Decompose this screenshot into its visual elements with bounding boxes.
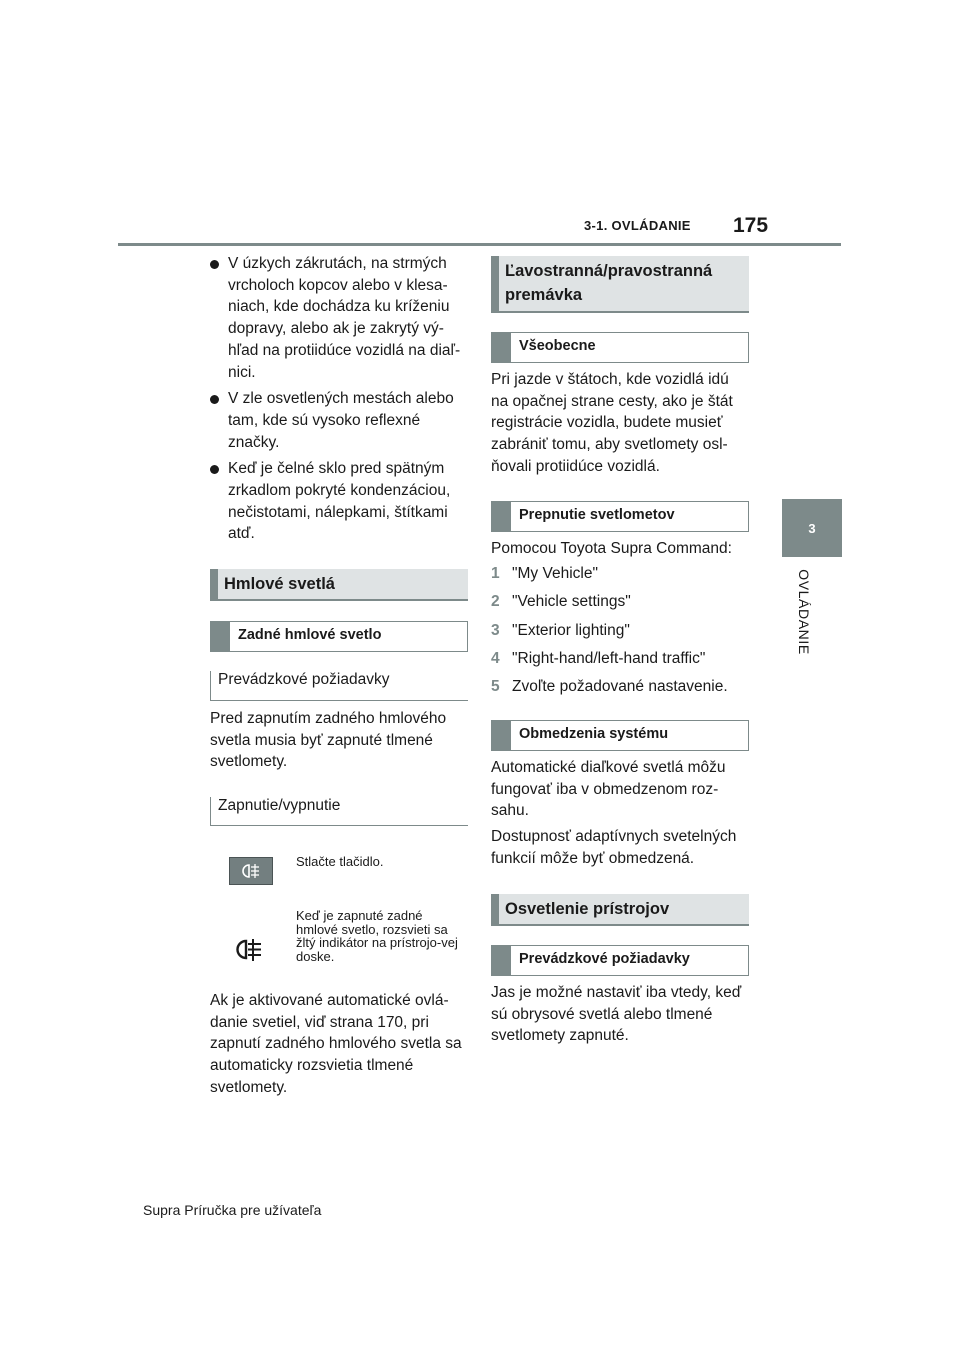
step-text: "My Vehicle" [512, 565, 598, 582]
step-text: "Vehicle settings" [512, 593, 631, 611]
list-item [491, 591, 749, 613]
general-paragraph: Pri jazde v štátoch, kde vozidlá idú na opačnej strane cesty, ako je štát registrácie vozidla, budete musieť zabrániť tomu, aby svetlomety osl-ňovali protiidúce vozidlá. [491, 371, 733, 475]
chapter-tab [782, 499, 842, 557]
step-text: Zvoľte požadované nastavenie. [512, 678, 728, 696]
bullet-icon [210, 260, 219, 269]
subheading-text: Zadné hmlové svetlo [238, 627, 382, 643]
step-number: 3 [491, 621, 500, 639]
step-number: 1 [491, 565, 500, 582]
subsubheading-text: Zapnutie/vypnutie [218, 797, 341, 814]
heading-text: Osvetlenie prístrojov [505, 900, 670, 918]
bullet-text: Keď je čelné sklo pred spätným zrkadlom pokryté kondenzáciou, nečistotami, nálepkami, štítkami atď. [228, 460, 451, 543]
subsubheading-on-off [210, 797, 468, 826]
limits-paragraph-2: Dostupnosť adaptívnych svetelných funkcií môže byť obmedzená. [491, 828, 737, 867]
bullet-list [210, 253, 468, 545]
subheading-text: Prepnutie svetlometov [519, 507, 675, 523]
list-item [491, 563, 749, 585]
list-item [210, 388, 468, 453]
header-divider [118, 243, 841, 246]
limits-paragraph-1: Automatické diaľkové svetlá môžu fungovať iba v obmedzenom roz-sahu. [491, 759, 726, 820]
button-caption: Stlačte tlačidlo. [296, 854, 384, 869]
switch-intro: Pomocou Toyota Supra Command: [491, 540, 732, 557]
subheading-text: Všeobecne [519, 338, 596, 354]
bullet-icon [210, 395, 219, 404]
list-item [491, 676, 749, 698]
rear-fog-light-button-icon [229, 857, 273, 885]
subheading-text: Prevádzkové požiadavky [519, 951, 690, 967]
step-number: 4 [491, 649, 500, 667]
subsubheading-requirements [210, 671, 468, 701]
subheading-general [491, 332, 749, 363]
steps-list [491, 563, 749, 704]
bullet-icon [210, 465, 219, 474]
step-text: "Exterior lighting" [512, 621, 630, 639]
step-number: 2 [491, 593, 500, 611]
step-text: "Right-hand/left-hand traffic" [512, 649, 706, 667]
page-number: 175 [733, 214, 769, 237]
brightness-paragraph: Jas je možné nastaviť iba vtedy, keď sú obrysové svetlá alebo tlmené svetlomety zapnuté. [491, 984, 742, 1045]
subheading-system-limits [491, 720, 749, 751]
indicator-caption: Keď je zapnuté zadné hmlové svetlo, rozsvieti sa žltý indikátor na prístrojo-vej doske. [296, 908, 458, 964]
subheading-switch-headlights [491, 501, 749, 532]
auto-light-paragraph: Ak je aktivované automatické ovlá-danie svetiel, viď strana 170, pri zapnutí zadného hmlového svetla sa automaticky rozsvietia tlmené svetlomety. [210, 992, 462, 1096]
chapter-number: 3 [808, 520, 816, 536]
step-number: 5 [491, 678, 500, 696]
footer-text: Supra Príručka pre užívateľa [143, 1202, 322, 1218]
subheading-operating-requirements [491, 945, 749, 976]
bullet-text: V úzkych zákrutách, na strmých vrcholoch kopcov alebo v klesa-niach, kde dochádza ku kríženiu dopravy, alebo ak je zakrytý vý-hľad na protiidúce vozidlá na diaľ-nici. [228, 255, 461, 381]
rear-fog-light-indicator-icon [232, 936, 266, 964]
heading-fog-lights [210, 569, 468, 601]
subheading-rear-fog [210, 621, 468, 652]
list-item [491, 620, 749, 642]
list-item [210, 458, 468, 545]
heading-text: Hmlové svetlá [224, 575, 335, 593]
subheading-text: Obmedzenia systému [519, 726, 669, 742]
heading-left-right-traffic [491, 256, 749, 313]
list-item [210, 253, 468, 383]
subsubheading-text: Prevádzkové požiadavky [218, 671, 390, 688]
bullet-text: V zle osvetlených mestách alebo tam, kde sú vysoko reflexné značky. [228, 390, 454, 451]
section-title: 3-1. OVLÁDANIE [584, 218, 691, 233]
list-item [491, 648, 749, 670]
heading-text: Ľavostranná/pravostranná premávka [505, 262, 713, 304]
heading-instrument-lighting [491, 894, 749, 926]
requirements-paragraph: Pred zapnutím zadného hmlového svetla musia byť zapnuté tlmené svetlomety. [210, 710, 447, 771]
chapter-tab-label: OVLÁDANIE [796, 569, 812, 655]
